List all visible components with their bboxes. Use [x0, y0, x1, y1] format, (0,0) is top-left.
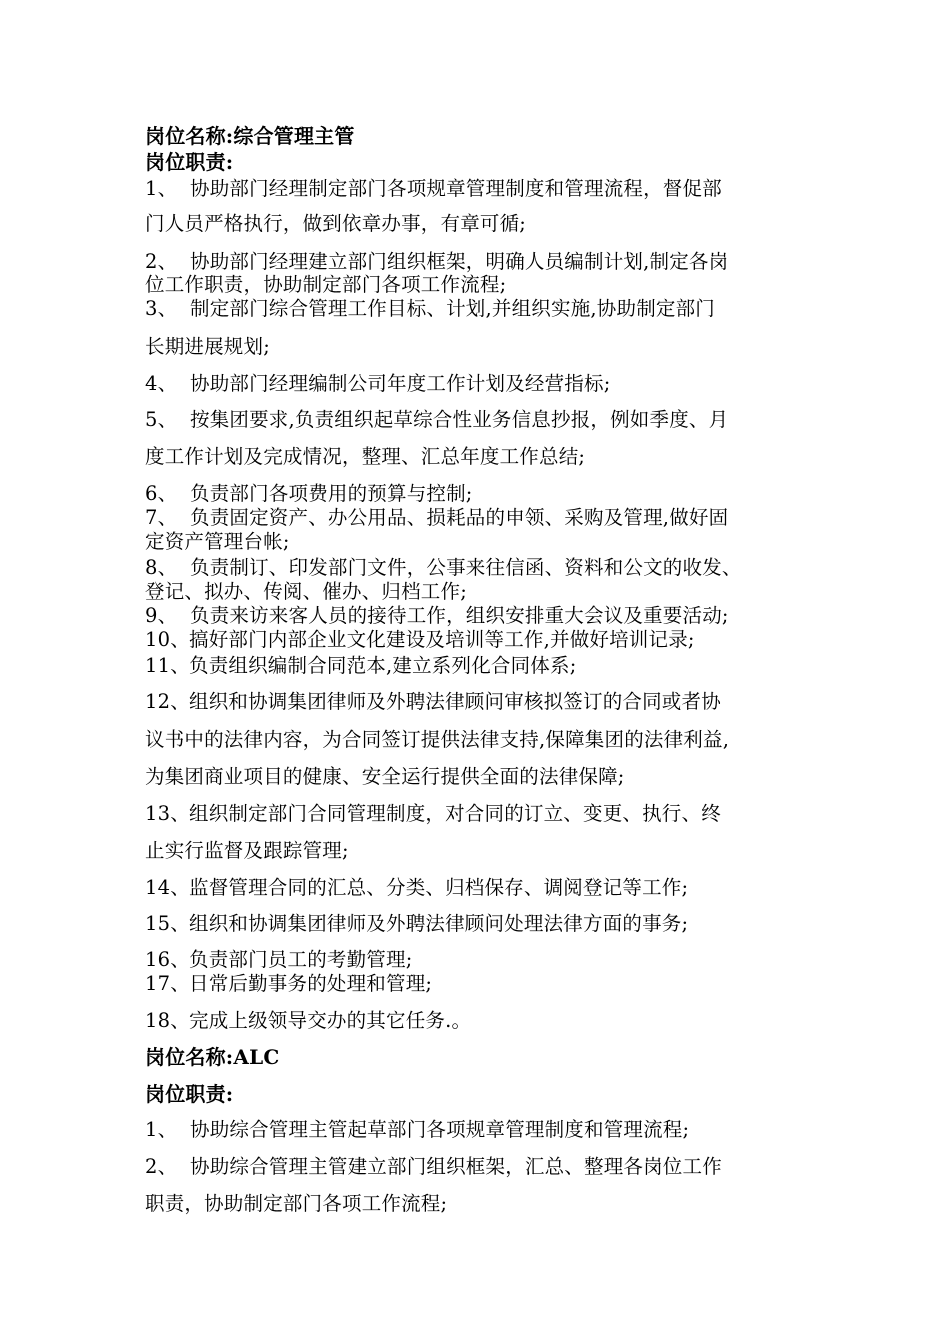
duty-item-1-4 [145, 372, 825, 396]
item-text: 负责部门各项费用的预算与控制; [190, 482, 473, 505]
item-number: 3、 [145, 297, 178, 320]
item-number: 4、 [145, 372, 178, 395]
item-number: 18、 [145, 1009, 190, 1032]
item-text: 组织和协调集团律师及外聘法律顾问处理法律方面的事务; [189, 912, 689, 935]
duty-item-1-8-cont: 登记、拟办、传阅、催办、归档工作; [145, 580, 467, 603]
position-title-1: 岗位名称:综合管理主管 [145, 124, 355, 148]
duty-item-1-12-cont: 议书中的法律内容，为合同签订提供法律支持,保障集团的法律利益, [145, 728, 730, 751]
duty-item-1-13 [145, 802, 825, 826]
item-number: 1、 [145, 177, 178, 200]
duty-item-1-11 [145, 654, 825, 678]
item-text: 监督管理合同的汇总、分类、归档保存、调阅登记等工作; [189, 876, 689, 899]
position-title-2: 岗位名称:ALC [145, 1045, 280, 1069]
item-text: 制定部门综合管理工作目标、计划,并组织实施,协助制定部门 [190, 297, 715, 320]
item-number: 10、 [145, 628, 190, 651]
duty-item-1-3 [145, 297, 825, 321]
item-text: 日常后勤事务的处理和管理; [189, 972, 433, 995]
item-number: 5、 [145, 408, 178, 431]
item-text: 组织和协调集团律师及外聘法律顾问审核拟签订的合同或者协 [189, 690, 721, 713]
duty-item-1-9 [145, 604, 825, 628]
item-text: 协助部门经理制定部门各项规章管理制度和管理流程，督促部 [190, 177, 722, 200]
duties-label-1: 岗位职责: [145, 150, 234, 174]
duty-item-1-8 [145, 556, 825, 580]
duty-item-1-5 [145, 408, 825, 432]
duty-item-2-2 [145, 1155, 825, 1179]
item-text: 协助综合管理主管起草部门各项规章管理制度和管理流程; [190, 1118, 690, 1141]
item-number: 16、 [145, 948, 190, 971]
duty-item-1-7 [145, 506, 825, 530]
item-text: 负责固定资产、办公用品、损耗品的申领、采购及管理,做好固 [190, 506, 729, 529]
duty-item-1-12 [145, 690, 825, 714]
item-text: 负责部门员工的考勤管理; [189, 948, 413, 971]
item-number: 2、 [145, 1155, 178, 1178]
item-number: 2、 [145, 250, 178, 273]
duties-label-2: 岗位职责: [145, 1082, 234, 1106]
duty-item-1-15 [145, 912, 825, 936]
duty-item-1-13-cont: 止实行监督及跟踪管理; [145, 839, 349, 862]
duty-item-1-2 [145, 250, 825, 274]
item-text: 负责组织编制合同范本,建立系列化合同体系; [189, 654, 577, 677]
duty-item-1-1-cont: 门人员严格执行，做到依章办事，有章可循; [145, 212, 527, 235]
item-text: 按集团要求,负责组织起草综合性业务信息抄报，例如季度、月 [190, 408, 729, 431]
item-number: 7、 [145, 506, 178, 529]
item-text: 协助部门经理建立部门组织框架，明确人员编制计划,制定各岗 [190, 250, 729, 273]
duty-item-2-2-cont: 职责，协助制定部门各项工作流程; [145, 1192, 448, 1215]
duty-item-2-1 [145, 1118, 825, 1142]
item-number: 15、 [145, 912, 190, 935]
item-text: 协助综合管理主管建立部门组织框架，汇总、整理各岗位工作 [190, 1155, 722, 1178]
item-number: 1、 [145, 1118, 178, 1141]
item-text: 组织制定部门合同管理制度，对合同的订立、变更、执行、终 [189, 802, 721, 825]
duty-item-1-1 [145, 177, 825, 201]
duty-item-1-12-cont2: 为集团商业项目的健康、安全运行提供全面的法律保障; [145, 765, 625, 788]
item-text: 完成上级领导交办的其它任务.。 [189, 1009, 472, 1032]
item-number: 11、 [145, 654, 190, 677]
item-number: 6、 [145, 482, 178, 505]
duty-item-1-17 [145, 972, 825, 996]
duty-item-1-16 [145, 948, 825, 972]
duty-item-1-18 [145, 1009, 825, 1033]
item-text: 协助部门经理编制公司年度工作计划及经营指标; [190, 372, 611, 395]
item-text: 负责来访来客人员的接待工作，组织安排重大会议及重要活动; [190, 604, 729, 627]
item-number: 12、 [145, 690, 190, 713]
item-number: 8、 [145, 556, 178, 579]
item-number: 13、 [145, 802, 190, 825]
item-number: 9、 [145, 604, 178, 627]
duty-item-1-6 [145, 482, 825, 506]
duty-item-1-7-cont: 定资产管理台帐; [145, 530, 290, 553]
item-text: 负责制订、印发部门文件，公事来往信函、资料和公文的收发、 [190, 556, 742, 579]
duty-item-1-10 [145, 628, 825, 652]
item-number: 17、 [145, 972, 190, 995]
duty-item-1-3-cont: 长期进展规划; [145, 335, 270, 358]
item-text: 搞好部门内部企业文化建设及培训等工作,并做好培训记录; [189, 628, 695, 651]
duty-item-1-5-cont: 度工作计划及完成情况，整理、汇总年度工作总结; [145, 445, 586, 468]
duty-item-1-2-cont: 位工作职责，协助制定部门各项工作流程; [145, 273, 507, 296]
duty-item-1-14 [145, 876, 825, 900]
item-number: 14、 [145, 876, 190, 899]
